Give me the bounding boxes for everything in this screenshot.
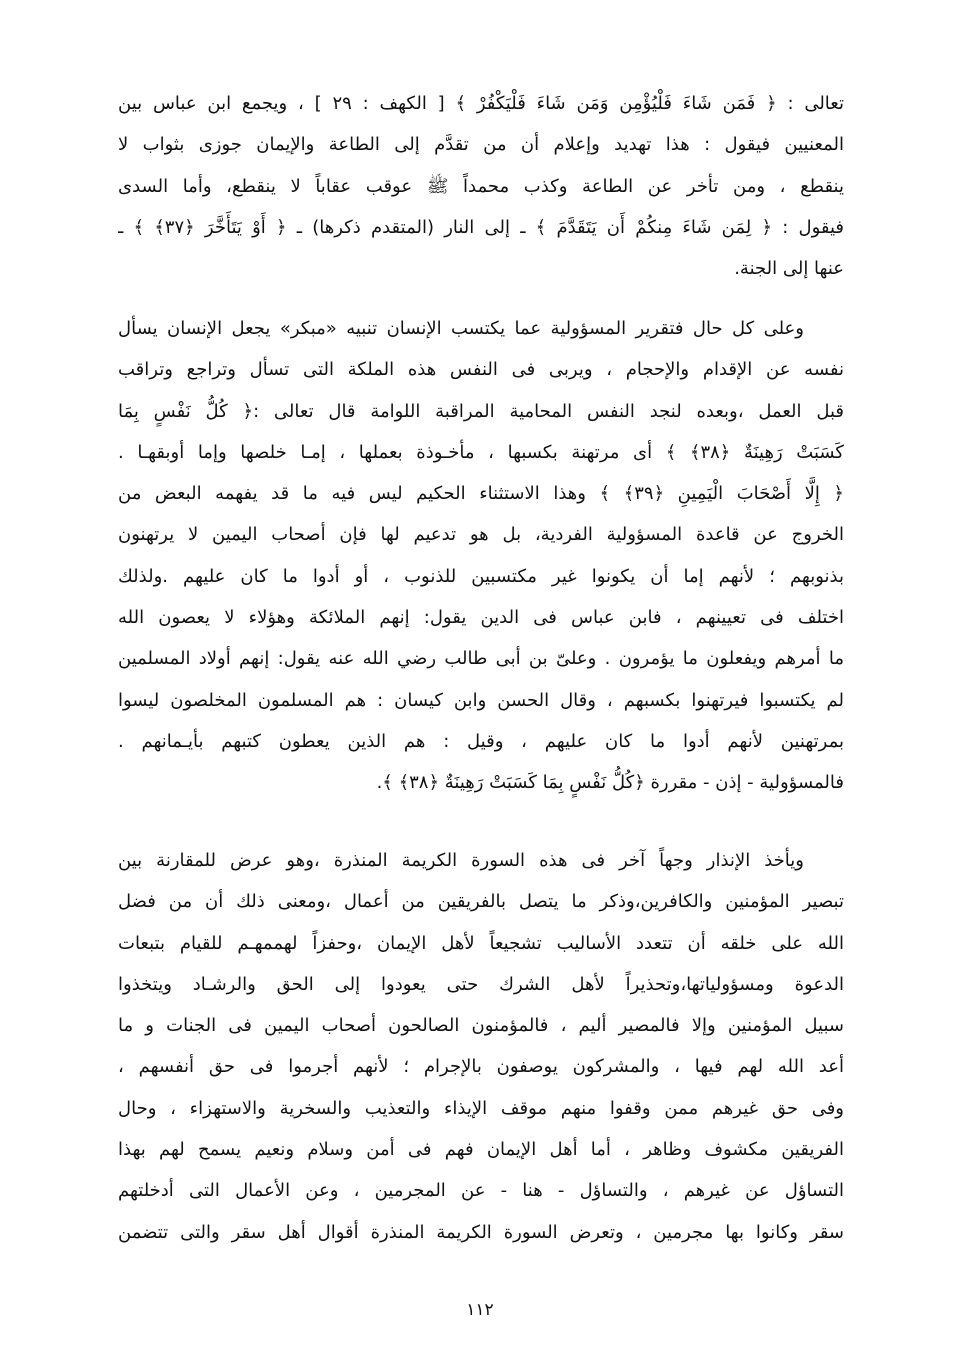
text-line: وفى حق غيرهم ممن وقفوا منهم موقف الإيذاء والتعذيب والسخرية والاستهزاء ، وحال bbox=[118, 1097, 844, 1119]
text-line: ﴿ إِلَّا أَصْحَابَ الْيَمِينِ ﴿٣٩﴾ ﴾ وهذا الاستثناء الحكيم ليس فيه ما قد يفهمه البعض من bbox=[118, 483, 844, 505]
text-line: قبل العمل ،وبعده لنجد النفس المحامية المراقبة اللوامة قال تعالى :﴿ كُلُّ نَفْسٍ بِمَا bbox=[118, 400, 844, 422]
text-line: الدعوة ومسؤولياتها،وتحذيراً لأهل الشرك حتى يعودوا إلى الحق والرشـاد ويتخذوا bbox=[118, 973, 844, 995]
paragraph-1 bbox=[118, 83, 844, 289]
text-line: نفسه عن الإقدام والإحجام ، ويربى فى النفس هذه الملكة التى تسأل وتراجع وتراقب bbox=[118, 359, 844, 381]
text-line: بذنوبهم ؛ لأنهم إما أن يكونوا غير مكتسبين للذنوب ، أو أدوا ما كان عليهم .ولذلك bbox=[118, 565, 844, 587]
text-line: الله على خلقه أن تتعدد الأساليب تشجيعاً لأهل الإيمان ،وحفزاً لهممهـم للقيام بتبعات bbox=[118, 932, 844, 954]
paragraph-2 bbox=[118, 308, 844, 804]
text-line: بمرتهنين لأنهم أدوا ما كان عليهم ، وقيل : هم الذين يعطون كتبهم بأيـمانهم . bbox=[118, 730, 844, 752]
text-line: ويأخذ الإنذار وجهاً آخر فى هذه السورة الكريمة المنذرة ،وهو عرض للمقارنة بين bbox=[118, 850, 804, 871]
text-line: فالمسؤولية - إذن - مقررة ﴿كُلُّ نَفْسٍ بِمَا كَسَبَتْ رَهِينَةٌ ﴿٣٨﴾ ﴾. bbox=[376, 772, 844, 794]
text-line: ينقطع ، ومن تأخر عن الطاعة وكذب محمداً ﷺ عوقب عقاباً لا ينقطع، وأما السدى bbox=[118, 175, 844, 197]
text-line: كَسَبَتْ رَهِينَةٌ ﴿٣٨﴾ ﴾ أى مرتهنة بكسبها ، مأخـوذة بعملها ، إمـا خلصها وإما أوبقهـا . bbox=[118, 441, 844, 463]
text-line: الفريقين مكشوف وظاهر ، أما أهل الإيمان فهم فى أمن وسلام ونعيم يسمح لهم بهذا bbox=[118, 1139, 844, 1161]
text-line: تعالى : ﴿ فَمَن شَاءَ فَلْيُؤْمِن وَمَن شَاءَ فَلْيَكْفُرْ ﴾ [ الكهف : ٢٩ ] ، ويجمع ابن عباس بين bbox=[118, 93, 844, 114]
text-line: الخروج عن قاعدة المسؤولية الفردية، بل هو تدعيم لها فإن أصحاب اليمين لا يرتهنون bbox=[118, 524, 844, 546]
text-line: اختلف فى تعيينهم ، فابن عباس فى الدين يقول: إنهم الملائكة وهؤلاء لا يعصون الله bbox=[118, 607, 844, 629]
page-number: ١١٢ bbox=[466, 1300, 494, 1320]
text-line: المعنيين فيقول : هذا تهديد وإعلام أن من تقدَّم إلى الطاعة والإيمان جوزى بثواب لا bbox=[118, 134, 844, 156]
text-line: التساؤل عن غيرهم ، والتساؤل - هنا - عن المجرمين ، وعن الأعمال التى أدخلتهم bbox=[118, 1180, 844, 1202]
text-line: وعلى كل حال فتقرير المسؤولية عما يكتسب الإنسان تنبيه «مبكر» يجعل الإنسان يسأل bbox=[118, 318, 804, 339]
text-line: أعد الله لهم فيها ، والمشركون يوصفون بالإجرام ؛ لأنهم أجرموا فى حق أنفسهم ، bbox=[118, 1056, 844, 1078]
text-line: تبصير المؤمنين والكافرين،وذكر ما يتصل بالفريقين من أعمال ،ومعنى ذلك أن من فضل bbox=[118, 891, 844, 913]
text-line: عنها إلى الجنة. bbox=[734, 258, 844, 280]
paragraph-3 bbox=[118, 840, 844, 1253]
text-line: سبيل المؤمنين وإلا فالمصير أليم ، فالمؤمنون الصالحون أصحاب اليمين فى الجنات و ما bbox=[118, 1015, 844, 1037]
text-line: ما أمرهم ويفعلون ما يؤمرون . وعلىّ بن أبى طالب رضي الله عنه يقول: إنهم أولاد المسلمين bbox=[118, 648, 844, 670]
text-line: سقر وكانوا بها مجرمين ، وتعرض السورة الكريمة المنذرة أقوال أهل سقر والتى تتضمن bbox=[118, 1221, 844, 1243]
text-line: لم يكتسبوا فيرتهنوا بكسبهم ، وقال الحسن وابن كيسان : هم المسلمون المخلصون ليسوا bbox=[118, 689, 844, 711]
text-line: فيقول : ﴿ لِمَن شَاءَ مِنكُمْ أَن يَتَقَدَّمَ ﴾ ـ إلى النار (المتقدم ذكرها) ـ ﴿ أَوْ يَتَأَخَّرَ ﴿٣٧﴾ ﴾ ـ bbox=[118, 216, 844, 238]
